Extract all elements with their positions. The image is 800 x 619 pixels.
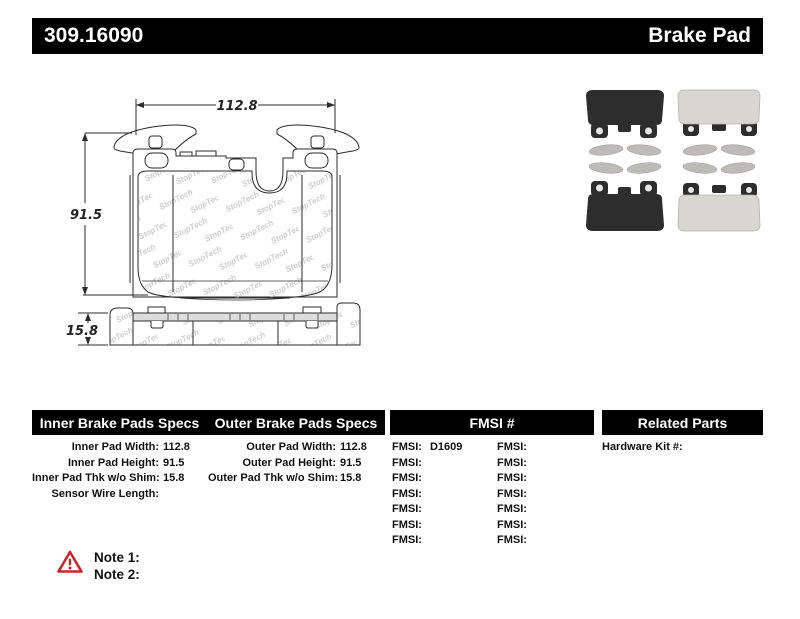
fmsi-header-label: FMSI # [469, 414, 515, 431]
fmsi-value [535, 471, 592, 487]
width-dimension-label: 112.8 [216, 99, 258, 114]
fmsi-value: D1609 [429, 441, 463, 453]
table-row [497, 440, 592, 456]
left-abutment-hole [145, 153, 168, 168]
inner-specs-header: Inner Brake Pads Specs [39, 414, 200, 431]
note-1: Note 1: [94, 550, 140, 565]
related-parts-header [602, 410, 763, 435]
related-part-label: Hardware Kit #: [602, 441, 683, 453]
related-part-value [691, 440, 763, 456]
spec-value: 112.8 [340, 441, 367, 453]
table-row [392, 456, 492, 472]
table-row [497, 502, 592, 518]
table-row [497, 533, 592, 549]
table-row [497, 487, 592, 503]
right-clip-hole [311, 136, 324, 148]
fmsi-column-1 [392, 440, 492, 549]
spec-label: Inner Pad Width: [71, 441, 159, 453]
fmsi-value [535, 440, 592, 456]
product-type: Brake Pad [648, 24, 751, 47]
side-view-left-tab [148, 307, 165, 313]
table-row [602, 440, 763, 456]
fmsi-column-2 [497, 440, 592, 549]
table-row [32, 487, 204, 503]
related-parts-header-label: Related Parts [637, 414, 728, 431]
note-2: Note 2: [94, 567, 140, 582]
side-view-left-end [110, 308, 133, 345]
fmsi-label: FMSI: [392, 441, 422, 453]
spec-value: 91.5 [340, 456, 362, 469]
fmsi-header [390, 410, 594, 435]
fmsi-value [430, 471, 492, 487]
pad-back-top [586, 90, 664, 138]
notes-block [94, 549, 140, 583]
fmsi-label: FMSI: [392, 487, 422, 500]
fmsi-value [430, 456, 492, 472]
spec-value: 91.5 [163, 456, 185, 469]
table-row [208, 440, 386, 456]
friction-pad-face [138, 171, 332, 298]
specs-header-bar [32, 410, 385, 435]
part-number: 309.16090 [44, 24, 144, 47]
fmsi-value [430, 487, 492, 503]
fmsi-value [430, 533, 492, 549]
side-view-shim-strip [133, 313, 337, 321]
fmsi-value [535, 456, 592, 472]
table-row [497, 518, 592, 534]
spec-value: 15.8 [163, 472, 185, 484]
fmsi-label: FMSI: [392, 518, 422, 531]
spec-label: Inner Pad Height: [67, 456, 159, 469]
fmsi-label: FMSI: [392, 534, 422, 546]
brake-pad-technical-drawing [30, 85, 390, 375]
pad-back-bottom [586, 181, 664, 231]
brake-pad-set-photo [580, 88, 765, 233]
fmsi-label: FMSI: [497, 441, 527, 453]
right-abutment-hole [305, 153, 328, 168]
table-row [497, 456, 592, 472]
warning-triangle-icon [57, 550, 83, 574]
side-view-right-end [337, 303, 360, 345]
table-row [392, 471, 492, 487]
fmsi-label: FMSI: [497, 503, 527, 515]
fmsi-value [535, 533, 592, 549]
spec-label: Outer Pad Height: [242, 456, 336, 469]
fmsi-label: FMSI: [497, 472, 527, 484]
spec-label: Outer Pad Width: [246, 441, 336, 453]
table-row [208, 456, 386, 472]
left-clip-hole [149, 136, 162, 148]
fmsi-label: FMSI: [392, 503, 422, 515]
table-row [392, 533, 492, 549]
height-dimension-label: 91.5 [69, 208, 103, 223]
fmsi-label: FMSI: [392, 472, 422, 484]
related-parts-column [602, 440, 763, 456]
fmsi-label: FMSI: [497, 518, 527, 531]
outer-specs-header: Outer Brake Pads Specs [214, 414, 378, 431]
pad-friction-bottom [678, 183, 760, 231]
side-view-right-tab [303, 307, 321, 313]
table-row [208, 471, 386, 487]
table-row [392, 518, 492, 534]
fmsi-label: FMSI: [497, 534, 527, 546]
spec-label: Outer Pad Thk w/o Shim: [208, 472, 339, 484]
fmsi-value [535, 502, 592, 518]
thickness-dimension-label: 15.8 [65, 324, 99, 339]
fmsi-value [430, 518, 492, 534]
fmsi-value [535, 518, 592, 534]
table-row [32, 440, 204, 456]
fmsi-value [430, 502, 492, 518]
inner-specs-column [32, 440, 204, 502]
table-row [392, 487, 492, 503]
table-row [497, 471, 592, 487]
spec-value [163, 487, 204, 503]
table-row [392, 440, 492, 456]
title-bar [32, 18, 763, 54]
center-hole [229, 159, 244, 170]
table-row [32, 471, 204, 487]
spec-label: Sensor Wire Length: [51, 487, 159, 500]
table-row [32, 456, 204, 472]
spec-value: 15.8 [340, 472, 362, 484]
pad-friction-top [678, 90, 760, 136]
table-row [392, 502, 492, 518]
fmsi-label: FMSI: [497, 456, 527, 469]
outer-specs-column [208, 440, 386, 487]
fmsi-label: FMSI: [392, 456, 422, 469]
fmsi-label: FMSI: [497, 487, 527, 500]
fmsi-value [535, 487, 592, 503]
spec-label: Inner Pad Thk w/o Shim: [32, 472, 160, 484]
spec-value: 112.8 [163, 441, 190, 453]
